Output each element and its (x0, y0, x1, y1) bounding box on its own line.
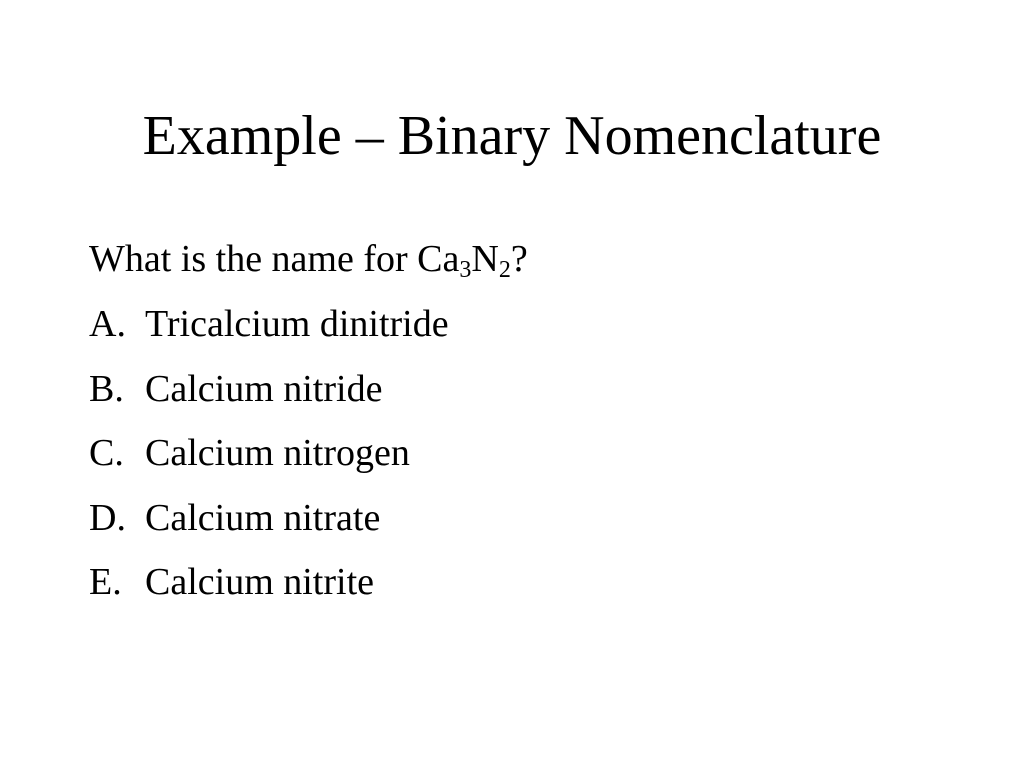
answer-option-c (89, 421, 449, 486)
option-letter: C. (89, 432, 124, 474)
option-text: Calcium nitrite (145, 561, 375, 603)
option-letter: D. (89, 496, 126, 539)
option-text: Tricalcium dinitride (145, 303, 449, 345)
option-letter: B. (89, 367, 124, 410)
question-text (89, 228, 528, 290)
answer-options (89, 292, 449, 615)
answer-option-d (89, 486, 449, 551)
option-text: Calcium nitrogen (145, 432, 410, 474)
question-prefix: What is the name for Ca (89, 238, 460, 280)
subscript-ca: 3 (459, 257, 472, 283)
option-text: Calcium nitride (145, 367, 383, 410)
option-text: Calcium nitrate (145, 496, 381, 539)
question-element-n: N (471, 238, 499, 280)
option-letter: E. (89, 561, 122, 603)
subscript-n: 2 (498, 257, 511, 283)
answer-option-b (89, 357, 449, 422)
answer-option-e (89, 550, 449, 615)
question-suffix: ? (510, 238, 528, 280)
option-letter: A. (89, 303, 126, 345)
answer-option-a (89, 292, 449, 357)
slide-title: Example – Binary Nomenclature (142, 105, 882, 167)
